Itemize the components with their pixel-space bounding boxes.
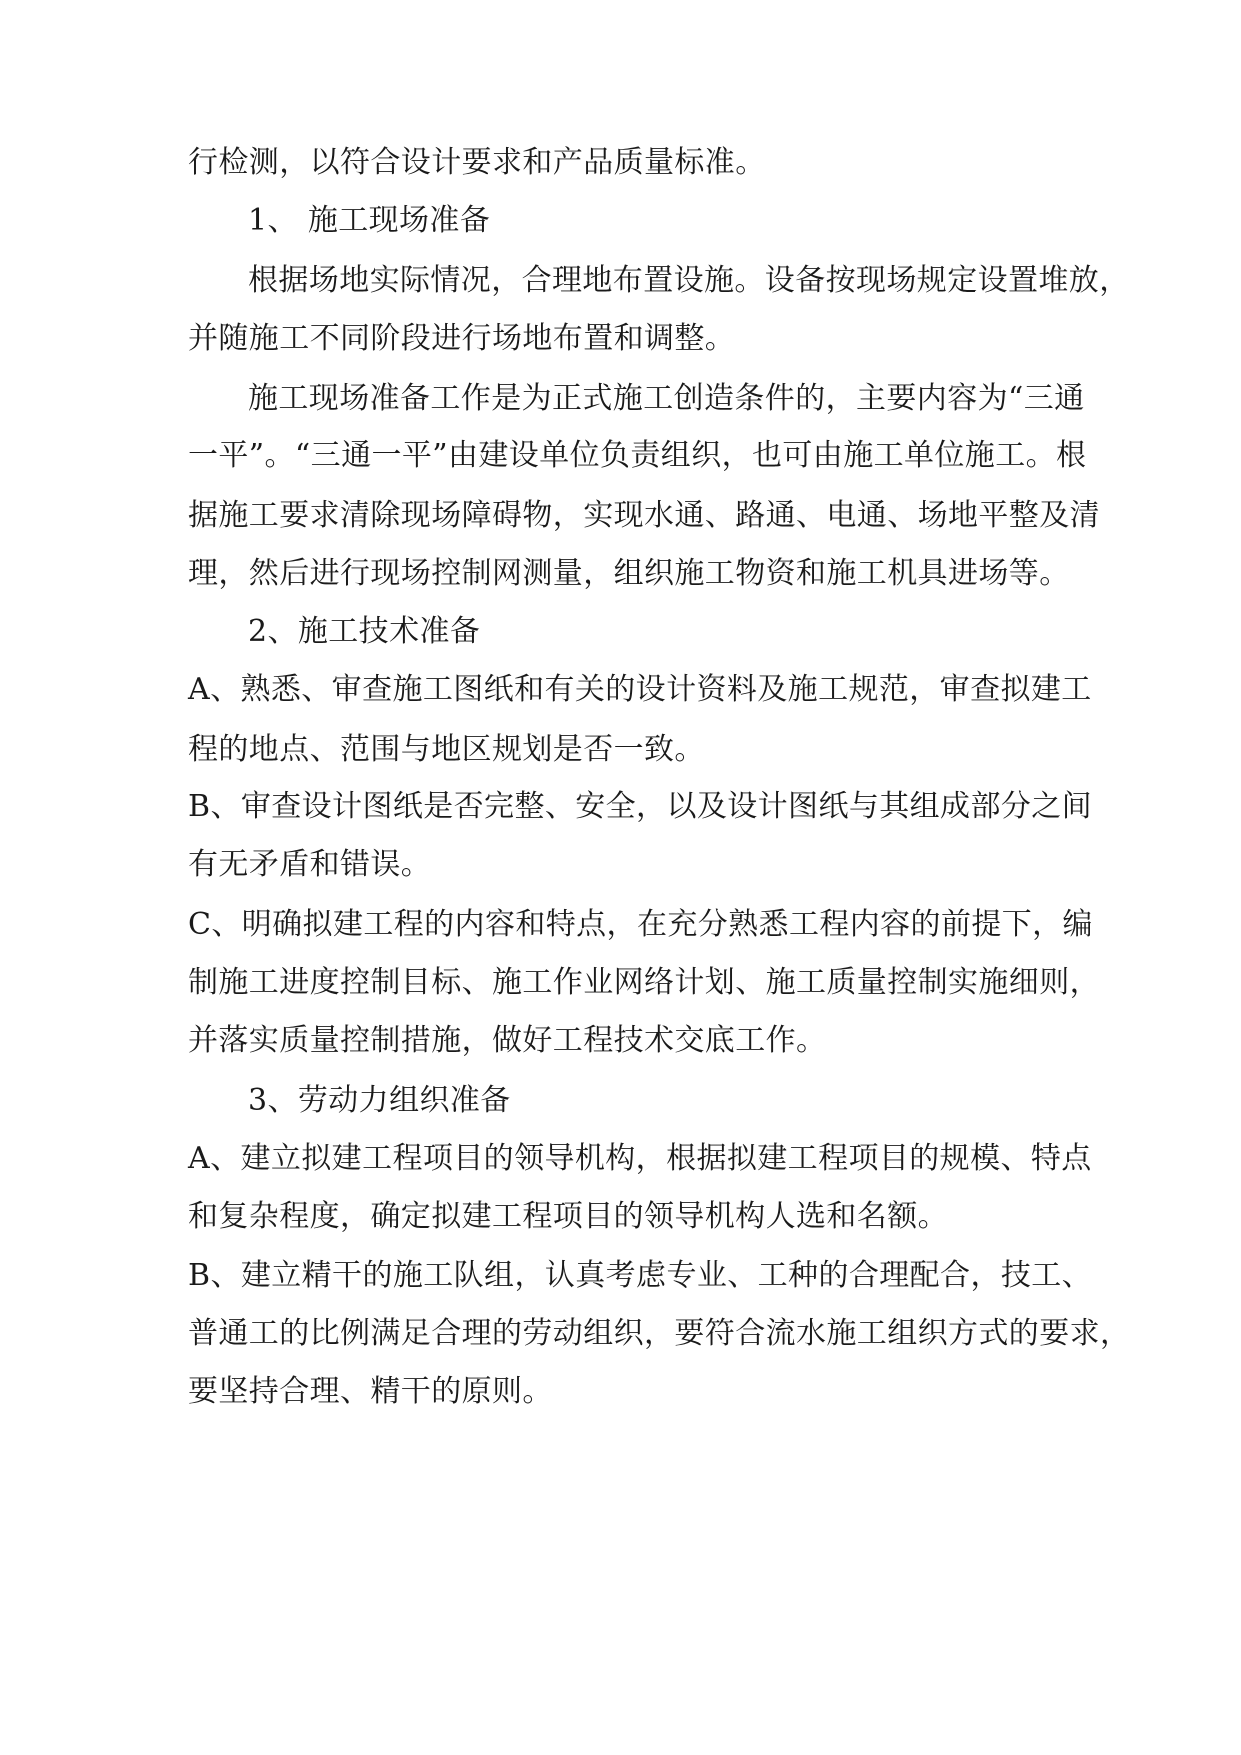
section-heading-labor-preparation: 3、劳动力组织准备 — [248, 1083, 511, 1118]
section-heading-site-preparation: 1、 施工现场准备 — [248, 203, 491, 238]
text-line: 据施工要求清除现场障碍物，实现水通、路通、电通、场地平整及清 — [188, 498, 1100, 533]
text-line: 行检测，以符合设计要求和产品质量标准。 — [188, 145, 766, 180]
text-line: 并随施工不同阶段进行场地布置和调整。 — [188, 321, 736, 356]
text-line: 根据场地实际情况，合理地布置设施。设备按现场规定设置堆放， — [248, 263, 1130, 298]
text-line: B、建立精干的施工队组，认真考虑专业、工种的合理配合，技工、 — [188, 1258, 1093, 1293]
text-line: 并落实质量控制措施，做好工程技术交底工作。 — [188, 1023, 827, 1058]
text-line: 制施工进度控制目标、施工作业网络计划、施工质量控制实施细则， — [188, 965, 1100, 1000]
text-line: A、建立拟建工程项目的领导机构，根据拟建工程项目的规模、特点 — [188, 1141, 1092, 1176]
text-line: 程的地点、范围与地区规划是否一致。 — [188, 732, 705, 767]
text-line: 要坚持合理、精干的原则。 — [188, 1374, 553, 1409]
text-line: B、审查设计图纸是否完整、安全，以及设计图纸与其组成部分之间 — [188, 789, 1093, 824]
text-line: 和复杂程度，确定拟建工程项目的领导机构人选和名额。 — [188, 1199, 948, 1234]
text-line: A、熟悉、审查施工图纸和有关的设计资料及施工规范，审查拟建工 — [188, 672, 1092, 707]
text-line: 有无矛盾和错误。 — [188, 847, 432, 882]
text-line: 普通工的比例满足合理的劳动组织，要符合流水施工组织方式的要求， — [188, 1316, 1131, 1351]
text-line: 理，然后进行现场控制网测量，组织施工物资和施工机具进场等。 — [188, 556, 1070, 591]
section-heading-technical-preparation: 2、施工技术准备 — [248, 614, 481, 649]
text-line: 一平”。“三通一平”由建设单位负责组织，也可由施工单位施工。根 — [188, 438, 1087, 473]
text-line: C、明确拟建工程的内容和特点，在充分熟悉工程内容的前提下，编 — [188, 907, 1093, 942]
text-line: 施工现场准备工作是为正式施工创造条件的，主要内容为“三通 — [248, 381, 1085, 416]
